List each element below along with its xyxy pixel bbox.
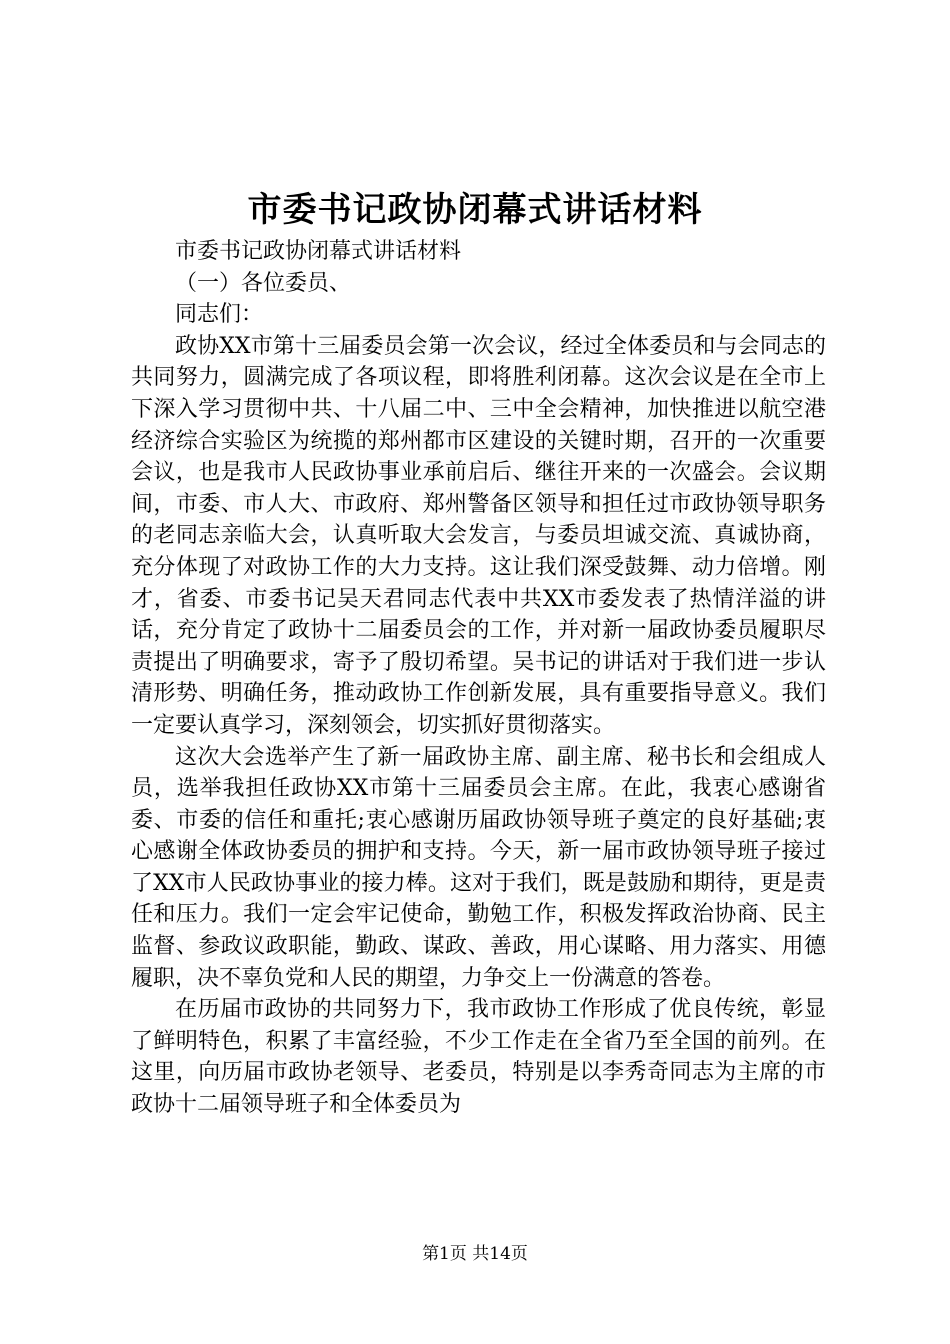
paragraph: 这次大会选举产生了新一届政协主席、副主席、秘书长和会组成人员，选举我担任政协XX市第十三届委员会主席。在此，我衷心感谢省委、市委的信任和重托;衷心感谢历届政协领导班子奠定的良好基础;衷心感谢全体政协委员的拥护和支持。今天，新一届市政协领导班子接过了XX市人民政协事业的接力棒。这对于我们，既是鼓励和期待，更是责任和压力。我们一定会牢记使命，勤勉工作，积极发挥政治协商、民主监督、参政议政职能，勤政、谋政、善政，用心谋略、用力落实、用德履职，决不辜负党和人民的期望，力争交上一份满意的答卷。	[131, 744, 826, 991]
salutation-line-1: （一）各位委员、	[175, 270, 352, 296]
document-title: 市委书记政协闭幕式讲话材料	[247, 190, 703, 230]
document-body	[131, 236, 826, 1121]
paragraph: 在历届市政协的共同努力下，我市政协工作形成了优良传统，彰显了鲜明特色，积累了丰富经验，不少工作走在全省乃至全国的前列。在这里，向历届市政协老领导、老委员，特别是以李秀奇同志为主席的市政协十二届领导班子和全体委员为	[131, 997, 826, 1118]
page-footer: 第1页 共14页	[422, 1244, 528, 1264]
subtitle-line: 市委书记政协闭幕式讲话材料	[175, 239, 462, 264]
paragraph: 政协XX市第十三届委员会第一次会议，经过全体委员和与会同志的共同努力，圆满完成了各项议程，即将胜利闭幕。这次会议是在全市上下深入学习贯彻中共、十八届二中、三中全会精神，加快推进以航空港经济综合实验区为统揽的郑州都市区建设的关键时期，召开的一次重要会议，也是我市人民政协事业承前启后、继往开来的一次盛会。会议期间，市委、市人大、市政府、郑州警备区领导和担任过市政协领导职务的老同志亲临大会，认真听取大会发言，与委员坦诚交流、真诚协商，充分体现了对政协工作的大力支持。这让我们深受鼓舞、动力倍增。刚才，省委、市委书记吴天君同志代表中共XX市委发表了热情洋溢的讲话，充分肯定了政协十二届委员会的工作，并对新一届政协委员履职尽责提出了明确要求，寄予了殷切希望。吴书记的讲话对于我们进一步认清形势、明确任务，推动政协工作创新发展，具有重要指导意义。我们一定要认真学习，深刻领会，切实抓好贯彻落实。	[131, 333, 826, 738]
salutation-line-2: 同志们：	[175, 302, 264, 328]
